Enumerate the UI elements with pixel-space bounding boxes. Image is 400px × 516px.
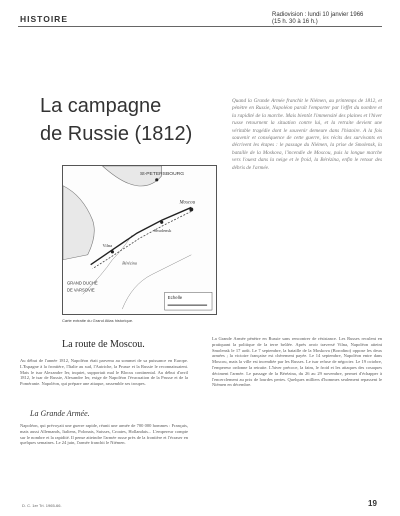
route-heading: La route de Moscou. (62, 339, 145, 350)
city-marker (160, 221, 163, 224)
label-moscou: Moscou (179, 200, 196, 206)
title-line-2: de Russie (1812) (40, 123, 193, 145)
broadcast-time: (15 h. 30 à 16 h.) (272, 19, 318, 25)
label-grand-duche: GRAND DUCHÉ (66, 280, 98, 286)
section-label: HISTOIRE (20, 14, 68, 24)
intro-text: Quand la Grande Armée franchit le Niémen, au printemps de 1812, et pénètre en Russie, Napoléon paraît l'emporter par l'effet du nombre et la rapidité de la marche. Mais bientôt l'immensité des plaines et l'hiver russe retournent la situation contre lui, et la retraite devient une véritable tragédie dont le souvenir demeure dans l'histoire. A la fois souvenir et conséquence de cette guerre, les récits des survivants en décrivent les étapes : le passage du Niémen, la prise de Smolensk, la bataille de la Moskova, l'incendie de Moscou, puis la longue marche vers l'ouest dans la neige et le froid, la Bérézina, enfin le retour des débris de l'armée. (232, 98, 382, 171)
label-smolensk: Smolensk (153, 228, 172, 234)
label-de-varsovie: DE VARSOVIE (66, 287, 95, 293)
top-rule (18, 26, 382, 27)
label-petersbourg: St-PETERSBOURG (139, 171, 185, 177)
city-marker (111, 250, 114, 253)
title-line-1: La campagne (40, 95, 162, 117)
map-scale-label: Echelle (167, 295, 183, 301)
footer-reference: D. C. 1er Tri. 1965-66. (22, 503, 62, 508)
page-number: 19 (368, 499, 377, 508)
campaign-map (62, 165, 217, 315)
right-column-text: La Grande Armée pénètre en Russie sans rencontrer de résistance. Les Russes reculent en pratiquant la politique de la terre brûlée. Après avoir traversé Vilna, Napoléon atteint Smolensk le 17 août. Le 7 septembre, la bataille de la Moskova (Borodino) oppose les deux armées ; la victoire française est chèrement payée. Le 14 septembre, Napoléon entre dans Moscou, mais la ville est incendiée par les Russes. Le tsar refuse de négocier. Le 19 octobre, l'empereur ordonne la retraite. L'hiver précoce, la faim, le froid et les attaques des cosaques déciment l'armée. Le passage de la Bérézina, du 26 au 29 novembre, permet d'échapper à l'encerclement au prix de lourdes pertes. Quelques milliers d'hommes seulement repassent le Niémen en décembre. (212, 336, 382, 388)
city-marker (189, 207, 193, 211)
city-marker (155, 178, 158, 181)
map-caption: Carte extraite du Grand Atlas historique. (62, 318, 134, 323)
broadcast-date: Radiovision : lundi 10 janvier 1966 (272, 12, 364, 18)
page-title (40, 92, 240, 148)
grande-armee-text: Napoléon, qui prévoyait une guerre rapide, réunit une armée de 700 000 hommes : Français, mais aussi Allemands, Italiens, Polonais, Suisses, Croates, Hollandais... L'empereur compte sur le nombre et la rapidité. Il pense atteindre l'armée russe près de la frontière et l'écraser en quelques semaines. Le 24 juin, l'armée franchit le Niémen. (20, 423, 188, 446)
label-berezina: Bérézina (122, 260, 137, 266)
label-vilna: Vilna (102, 242, 113, 248)
grande-armee-heading: La Grande Armée. (30, 409, 90, 418)
route-text: Au début de l'année 1812, Napoléon était parvenu au sommet de sa puissance en Europe. L'Espagne à la frontière, l'Italie au sud, l'Autriche, la Prusse et la Russie le reconnaissaient. Mais le tsar Alexandre Ier, inquiet, supportait mal le Blocus continental. Au début d'avril 1812, le tsar de Russie, Alexandre Ier, exige de Napoléon l'évacuation de la Prusse et de la Poméranie. Napoléon, qui prépare une attaque, rassemble ses troupes. (20, 358, 188, 387)
advance-route (91, 207, 192, 264)
broadcast-info (272, 12, 363, 26)
baltic-coast (63, 186, 94, 260)
retreat-route (93, 211, 192, 268)
